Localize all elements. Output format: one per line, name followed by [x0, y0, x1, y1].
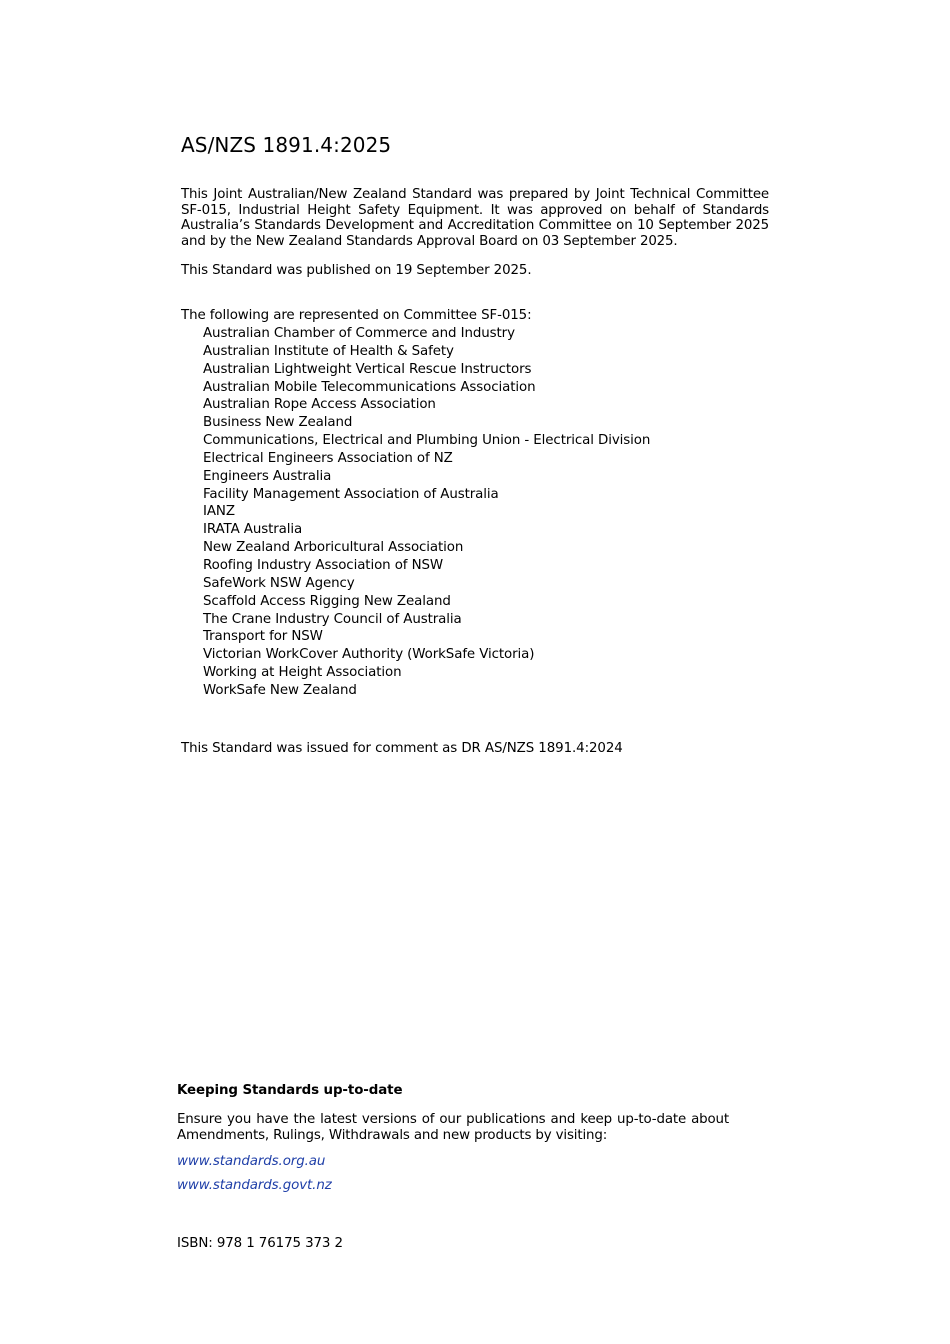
committee-member: Business New Zealand	[203, 415, 353, 431]
committee-member: Working at Height Association	[203, 665, 402, 681]
committee-member: Roofing Industry Association of NSW	[203, 557, 444, 573]
standards-australia-link[interactable]: www.standards.org.au	[177, 1154, 326, 1169]
committee-member: Australian Mobile Telecommunications Association	[203, 379, 536, 395]
committee-member: Facility Management Association of Australia	[203, 486, 499, 502]
document-title: AS/NZS 1891.4:2025	[181, 133, 392, 157]
keeping-up-to-date-heading: Keeping Standards up-to-date	[177, 1083, 403, 1098]
preparation-paragraph: This Joint Australian/New Zealand Standard was prepared by Joint Technical Committee SF-015, Industrial Height Safety Equipment. It was approved on behalf of Standards Australia’s Standards Development and Accreditation Committee on 10 September 2025 and by the New Zealand Standards Approval Board on 03 September 2025.	[181, 187, 769, 249]
committee-member: Victorian WorkCover Authority (WorkSafe Victoria)	[203, 647, 535, 663]
committee-member: The Crane Industry Council of Australia	[203, 611, 462, 627]
committee-intro: The following are represented on Committee SF-015:	[181, 308, 532, 323]
committee-member: SafeWork NSW Agency	[203, 575, 355, 591]
issued-for-comment-statement: This Standard was issued for comment as DR AS/NZS 1891.4:2024	[181, 741, 623, 756]
committee-member: Australian Chamber of Commerce and Industry	[203, 326, 515, 341]
committee-member: Australian Rope Access Association	[203, 397, 436, 413]
committee-member: WorkSafe New Zealand	[203, 682, 357, 698]
standards-nz-link[interactable]: www.standards.govt.nz	[177, 1178, 332, 1193]
isbn-number: ISBN: 978 1 76175 373 2	[177, 1236, 343, 1251]
committee-member: Communications, Electrical and Plumbing Union - Electrical Division	[203, 433, 651, 449]
committee-member: New Zealand Arboricultural Association	[203, 540, 464, 556]
keeping-up-to-date-paragraph: Ensure you have the latest versions of our publications and keep up-to-date about Amendments, Rulings, Withdrawals and new products by visiting:	[177, 1112, 729, 1143]
committee-member-list	[203, 325, 650, 700]
committee-member: Engineers Australia	[203, 468, 332, 484]
committee-member: Australian Institute of Health & Safety	[203, 343, 454, 359]
committee-member: Australian Lightweight Vertical Rescue Instructors	[203, 361, 532, 377]
committee-member: Electrical Engineers Association of NZ	[203, 450, 453, 466]
committee-member: Scaffold Access Rigging New Zealand	[203, 593, 451, 609]
publication-date-statement: This Standard was published on 19 September 2025.	[181, 263, 532, 278]
committee-member: IRATA Australia	[203, 522, 303, 538]
committee-member: Transport for NSW	[203, 629, 323, 645]
committee-member: IANZ	[203, 504, 235, 520]
